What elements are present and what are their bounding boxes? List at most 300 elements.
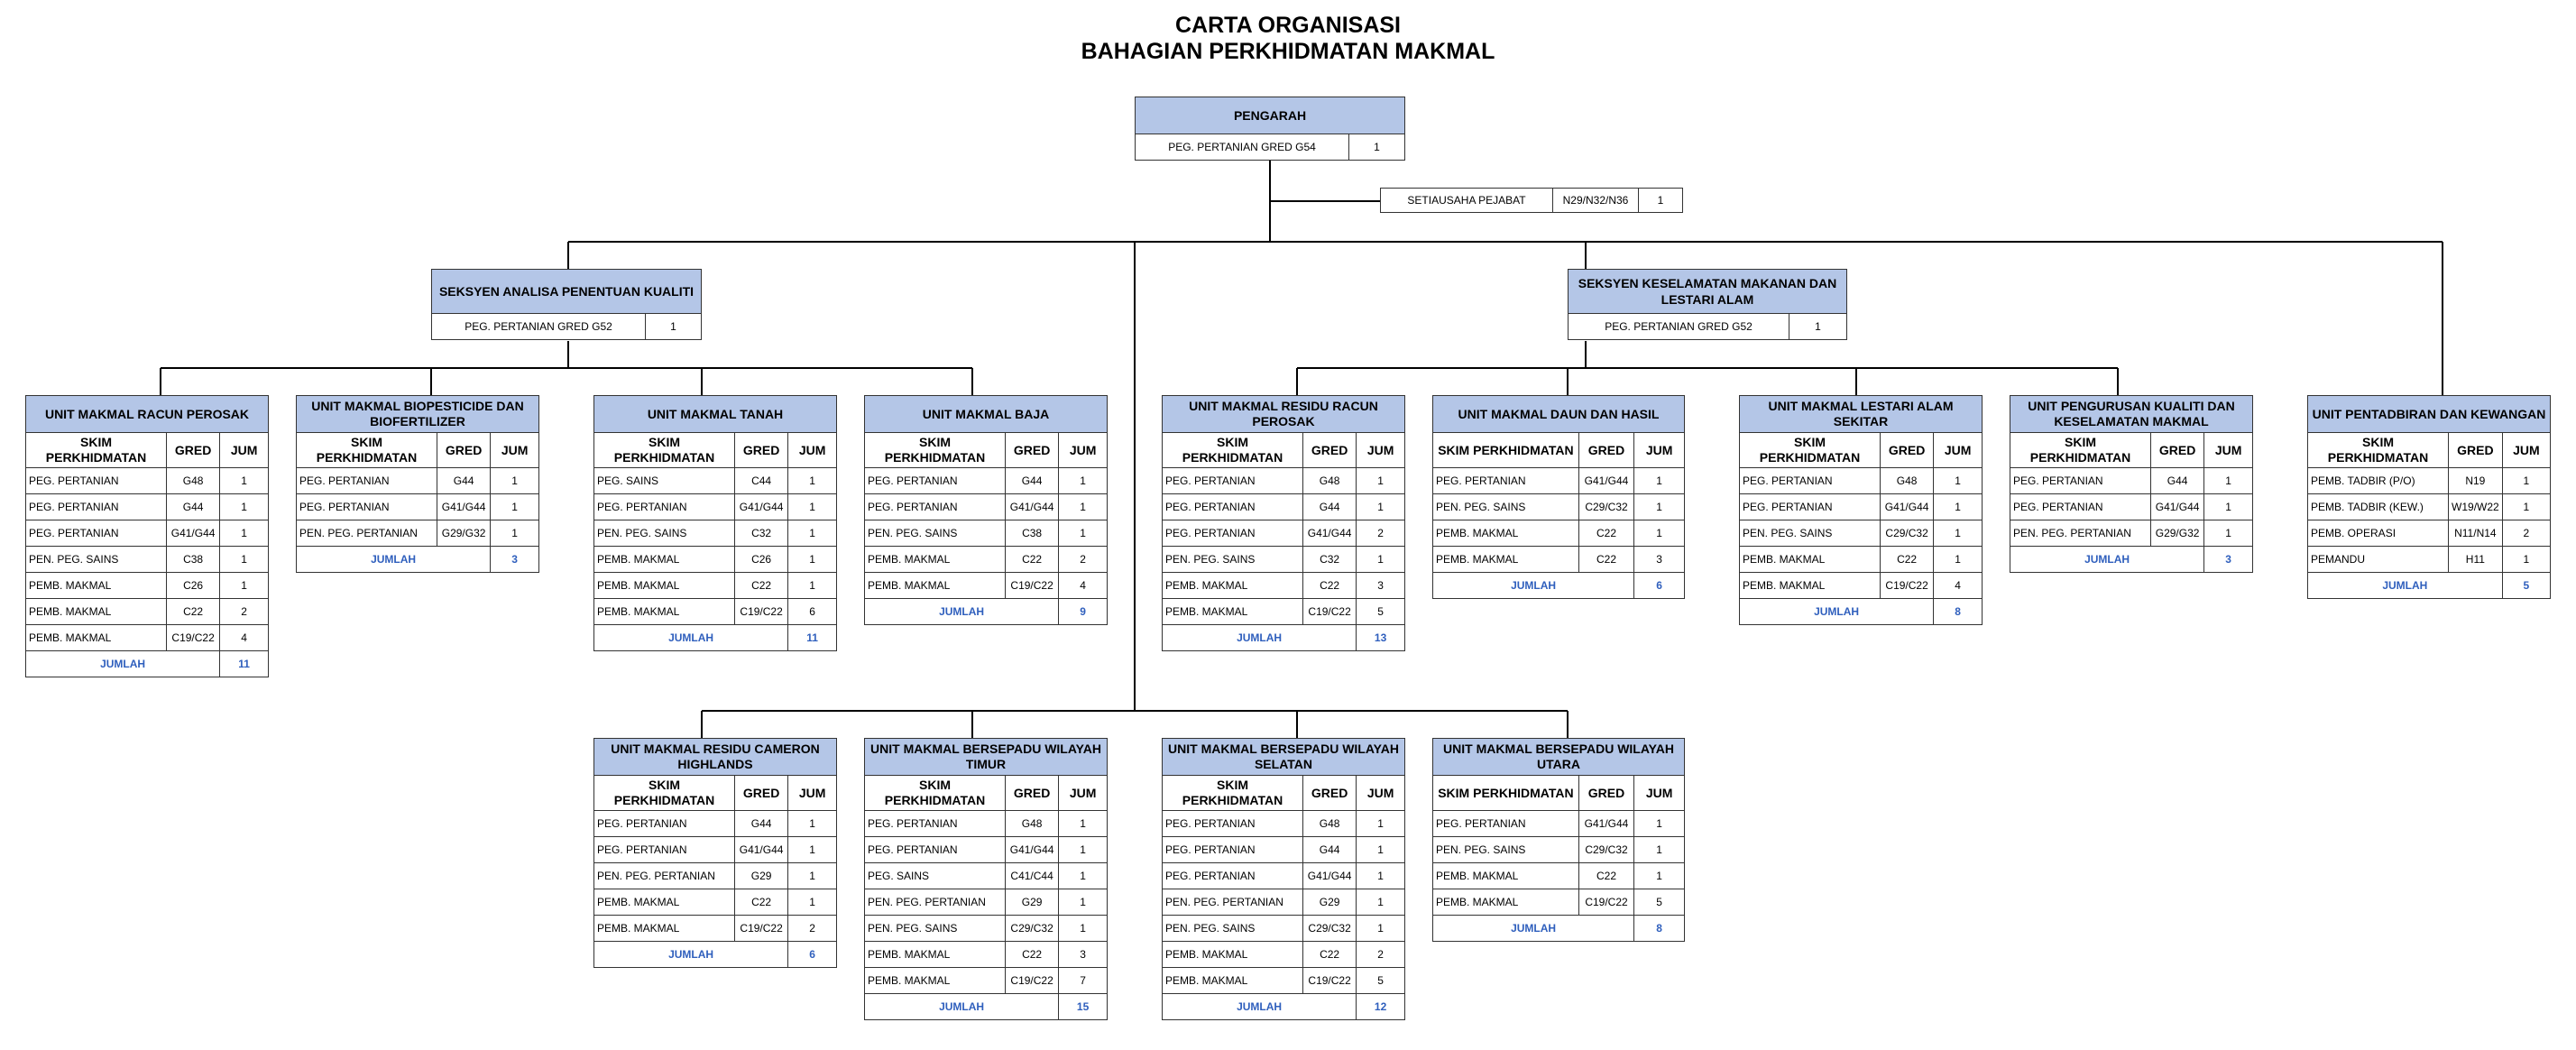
skim-cell: PEG. PERTANIAN [594,811,735,837]
skim-cell: PEMB. MAKMAL [1163,573,1303,599]
seksyen-keselamatan-count: 1 [1789,314,1847,340]
col-header-gred: GRED [1578,433,1633,468]
table-row [1433,520,1685,547]
total-value: 11 [220,651,269,677]
total-value: 13 [1357,625,1405,651]
unit-lestari [1739,395,1983,625]
col-header-jum: JUM [1357,776,1405,811]
col-header-gred: GRED [735,776,788,811]
jum-cell: 5 [1357,968,1405,994]
skim-cell: PEN. PEG. PERTANIAN [865,889,1006,916]
table-row [1163,863,1405,889]
col-header-gred: GRED [2449,433,2503,468]
unit-bersepadu-selatan [1162,738,1405,1020]
gred-cell: G29 [1006,889,1059,916]
gred-cell: G44 [1303,494,1357,520]
col-header-jum: JUM [2204,433,2253,468]
gred-cell: C22 [1578,863,1633,889]
gred-cell: C26 [167,573,220,599]
seksyen-keselamatan-box [1568,269,1847,340]
unit-title: UNIT MAKMAL RESIDU RACUN PEROSAK [1163,396,1405,433]
gred-cell: C19/C22 [167,625,220,651]
jum-cell: 1 [220,468,269,494]
col-header-gred: GRED [1006,433,1059,468]
pengarah-label: PEG. PERTANIAN GRED G54 [1136,134,1349,161]
gred-cell: G41/G44 [735,494,788,520]
unit-residu-cameron [593,738,837,968]
jum-cell: 1 [1357,811,1405,837]
table-row [1163,916,1405,942]
gred-cell: C44 [735,468,788,494]
gred-cell: G41/G44 [1881,494,1934,520]
jum-cell: 1 [1059,889,1108,916]
skim-cell: PEMB. MAKMAL [865,968,1006,994]
unit-title: UNIT MAKMAL RACUN PEROSAK [26,396,269,433]
table-row [865,520,1108,547]
jum-cell: 1 [788,837,837,863]
total-label: JUMLAH [1433,573,1634,599]
gred-cell: C22 [1006,942,1059,968]
table-row [1163,889,1405,916]
total-value: 11 [788,625,837,651]
gred-cell: C22 [735,889,788,916]
table-row [26,625,269,651]
gred-cell: C22 [1006,547,1059,573]
gred-cell: G41/G44 [1578,811,1633,837]
jum-cell: 1 [1634,811,1685,837]
jum-cell: 1 [1059,494,1108,520]
gred-cell: G48 [1303,468,1357,494]
col-header-skim: SKIM PERKHIDMATAN [2308,433,2449,468]
chart-title-line1: CARTA ORGANISASI [1175,13,1401,38]
skim-cell: PEMB. MAKMAL [594,916,735,942]
gred-cell: C22 [1881,547,1934,573]
total-label: JUMLAH [2010,547,2204,573]
total-row [1163,994,1405,1020]
jum-cell: 6 [788,599,837,625]
jum-cell: 1 [1934,520,1983,547]
skim-cell: PEG. PERTANIAN [26,494,167,520]
table-row [1433,468,1685,494]
jum-cell: 1 [788,889,837,916]
seksyen-analisa-label: PEG. PERTANIAN GRED G52 [432,314,646,340]
total-row [297,547,539,573]
skim-cell: PEG. PERTANIAN [297,468,437,494]
jum-cell: 7 [1059,968,1108,994]
gred-cell: N11/N14 [2449,520,2503,547]
table-row [594,863,837,889]
gred-cell: G29/G32 [2151,520,2204,547]
gred-cell: C19/C22 [1303,599,1357,625]
table-row [1163,520,1405,547]
skim-cell: PEG. PERTANIAN [594,494,735,520]
table-row [2010,494,2253,520]
jum-cell: 1 [1934,547,1983,573]
gred-cell: C19/C22 [1303,968,1357,994]
total-value: 6 [788,942,837,968]
skim-cell: PEG. PERTANIAN [1163,863,1303,889]
gred-cell: G41/G44 [1006,837,1059,863]
gred-cell: C32 [1303,547,1357,573]
table-row [1740,494,1983,520]
table-row [1163,942,1405,968]
total-row [1163,625,1405,651]
gred-cell: C22 [1303,942,1357,968]
col-header-skim: SKIM PERKHIDMATAN [1740,433,1881,468]
unit-title: UNIT MAKMAL BAJA [865,396,1108,433]
skim-cell: PEN. PEG. PERTANIAN [297,520,437,547]
gred-cell: G44 [1006,468,1059,494]
table-row [2308,547,2551,573]
gred-cell: C22 [1578,520,1633,547]
unit-title: UNIT MAKMAL BERSEPADU WILAYAH TIMUR [865,739,1108,776]
table-row [1740,547,1983,573]
table-row [594,573,837,599]
chart-title-line2: BAHAGIAN PERKHIDMATAN MAKMAL [1081,39,1495,64]
jum-cell: 1 [491,468,539,494]
table-row [1163,494,1405,520]
jum-cell: 1 [1357,889,1405,916]
unit-bersepadu-utara [1432,738,1685,942]
gred-cell: C22 [1303,573,1357,599]
unit-title: UNIT MAKMAL LESTARI ALAM SEKITAR [1740,396,1983,433]
table-row [1163,547,1405,573]
gred-cell: W19/W22 [2449,494,2503,520]
unit-pengurusan-kualiti [2010,395,2253,573]
jum-cell: 3 [1059,942,1108,968]
gred-cell: G44 [437,468,491,494]
total-label: JUMLAH [865,599,1059,625]
gred-cell: G41/G44 [2151,494,2204,520]
jum-cell: 1 [1357,468,1405,494]
table-row [1433,889,1685,916]
gred-cell: C29/C32 [1578,837,1633,863]
jum-cell: 1 [1357,837,1405,863]
gred-cell: G41/G44 [1303,863,1357,889]
table-row [297,468,539,494]
unit-racun-perosak [25,395,269,677]
jum-cell: 1 [788,520,837,547]
jum-cell: 1 [220,520,269,547]
setiausaha-gred: N29/N32/N36 [1553,189,1639,213]
table-row [2308,494,2551,520]
skim-cell: PEMB. MAKMAL [865,942,1006,968]
col-header-skim: SKIM PERKHIDMATAN [865,433,1006,468]
total-label: JUMLAH [865,994,1059,1020]
gred-cell: G41/G44 [1006,494,1059,520]
skim-cell: PEN. PEG. SAINS [594,520,735,547]
gred-cell: C19/C22 [1881,573,1934,599]
skim-cell: PEN. PEG. SAINS [26,547,167,573]
gred-cell: G48 [167,468,220,494]
col-header-gred: GRED [735,433,788,468]
unit-title: UNIT MAKMAL BERSEPADU WILAYAH SELATAN [1163,739,1405,776]
skim-cell: PEG. PERTANIAN [1163,494,1303,520]
skim-cell: PEG. PERTANIAN [1433,468,1579,494]
skim-cell: PEG. PERTANIAN [1163,837,1303,863]
seksyen-analisa-count: 1 [646,314,702,340]
seksyen-analisa-box [431,269,702,340]
unit-title: UNIT MAKMAL DAUN DAN HASIL [1433,396,1685,433]
gred-cell: G48 [1006,811,1059,837]
table-row [26,599,269,625]
table-row [26,547,269,573]
total-row [2308,573,2551,599]
total-row [594,942,837,968]
table-row [865,916,1108,942]
jum-cell: 1 [491,520,539,547]
col-header-skim: SKIM PERKHIDMATAN [1433,776,1579,811]
total-row [2010,547,2253,573]
col-header-jum: JUM [788,776,837,811]
jum-cell: 1 [1059,863,1108,889]
col-header-skim: SKIM PERKHIDMATAN [594,776,735,811]
total-row [865,994,1108,1020]
jum-cell: 2 [788,916,837,942]
total-label: JUMLAH [594,625,788,651]
unit-title: UNIT MAKMAL TANAH [594,396,837,433]
col-header-jum: JUM [491,433,539,468]
total-label: JUMLAH [1433,916,1634,942]
skim-cell: PEMB. MAKMAL [1163,599,1303,625]
skim-cell: PEMB. MAKMAL [865,547,1006,573]
skim-cell: PEMB. TADBIR (KEW.) [2308,494,2449,520]
unit-biopesticide [296,395,539,573]
gred-cell: C29/C32 [1578,494,1633,520]
unit-daun-hasil [1432,395,1685,599]
pengarah-box [1135,97,1405,161]
jum-cell: 1 [1634,863,1685,889]
col-header-jum: JUM [1059,433,1108,468]
unit-title: UNIT MAKMAL RESIDU CAMERON HIGHLANDS [594,739,837,776]
gred-cell: N19 [2449,468,2503,494]
table-row [865,547,1108,573]
skim-cell: PEMB. MAKMAL [594,889,735,916]
table-row [297,520,539,547]
jum-cell: 1 [220,573,269,599]
skim-cell: PEG. PERTANIAN [2010,468,2151,494]
skim-cell: PEG. PERTANIAN [1433,811,1579,837]
gred-cell: G48 [1303,811,1357,837]
gred-cell: C38 [1006,520,1059,547]
gred-cell: C29/C32 [1303,916,1357,942]
table-row [594,889,837,916]
table-row [865,494,1108,520]
gred-cell: C19/C22 [1006,573,1059,599]
table-row [865,889,1108,916]
table-row [865,968,1108,994]
table-row [865,573,1108,599]
skim-cell: PEG. PERTANIAN [865,468,1006,494]
jum-cell: 1 [1357,547,1405,573]
table-row [26,573,269,599]
total-value: 9 [1059,599,1108,625]
gred-cell: G29 [1303,889,1357,916]
skim-cell: PEG. PERTANIAN [865,811,1006,837]
table-row [865,811,1108,837]
jum-cell: 3 [1357,573,1405,599]
jum-cell: 1 [788,863,837,889]
col-header-skim: SKIM PERKHIDMATAN [2010,433,2151,468]
table-row [2308,520,2551,547]
total-label: JUMLAH [594,942,788,968]
unit-title: UNIT PENGURUSAN KUALITI DAN KESELAMATAN MAKMAL [2010,396,2253,433]
total-value: 6 [1634,573,1685,599]
jum-cell: 1 [220,547,269,573]
table-row [1433,811,1685,837]
gred-cell: H11 [2449,547,2503,573]
gred-cell: G41/G44 [437,494,491,520]
gred-cell: G44 [2151,468,2204,494]
skim-cell: PEG. PERTANIAN [865,494,1006,520]
gred-cell: G41/G44 [735,837,788,863]
jum-cell: 2 [1059,547,1108,573]
table-row [594,837,837,863]
jum-cell: 4 [1934,573,1983,599]
col-header-jum: JUM [220,433,269,468]
setiausaha-count: 1 [1639,189,1683,213]
table-row [1740,468,1983,494]
jum-cell: 1 [1059,468,1108,494]
table-row [2010,468,2253,494]
skim-cell: PEG. PERTANIAN [1163,520,1303,547]
total-row [594,625,837,651]
jum-cell: 1 [1934,494,1983,520]
unit-title: UNIT PENTADBIRAN DAN KEWANGAN [2308,396,2551,433]
total-label: JUMLAH [1740,599,1934,625]
unit-bersepadu-timur [864,738,1108,1020]
total-value: 8 [1934,599,1983,625]
table-row [1433,494,1685,520]
skim-cell: PEG. PERTANIAN [1163,811,1303,837]
gred-cell: C29/C32 [1006,916,1059,942]
jum-cell: 2 [2502,520,2550,547]
skim-cell: PEN. PEG. SAINS [865,520,1006,547]
skim-cell: PEMB. MAKMAL [26,625,167,651]
total-label: JUMLAH [1163,625,1357,651]
total-value: 12 [1357,994,1405,1020]
total-row [1433,573,1685,599]
total-label: JUMLAH [26,651,220,677]
total-value: 3 [2204,547,2253,573]
skim-cell: PEG. PERTANIAN [2010,494,2151,520]
col-header-skim: SKIM PERKHIDMATAN [594,433,735,468]
total-value: 5 [2502,573,2550,599]
gred-cell: C38 [167,547,220,573]
skim-cell: PEMB. MAKMAL [1163,968,1303,994]
jum-cell: 5 [1634,889,1685,916]
skim-cell: PEMB. MAKMAL [26,573,167,599]
jum-cell: 1 [220,494,269,520]
col-header-gred: GRED [1303,433,1357,468]
skim-cell: PEMB. MAKMAL [1740,573,1881,599]
skim-cell: PEG. PERTANIAN [297,494,437,520]
jum-cell: 1 [1059,916,1108,942]
jum-cell: 1 [1357,494,1405,520]
skim-cell: PEN. PEG. SAINS [1433,494,1579,520]
skim-cell: PEMB. MAKMAL [594,573,735,599]
col-header-gred: GRED [167,433,220,468]
jum-cell: 2 [1357,520,1405,547]
col-header-skim: SKIM PERKHIDMATAN [865,776,1006,811]
jum-cell: 1 [1934,468,1983,494]
gred-cell: G44 [735,811,788,837]
skim-cell: PEN. PEG. PERTANIAN [594,863,735,889]
col-header-jum: JUM [1634,776,1685,811]
col-header-gred: GRED [1006,776,1059,811]
table-row [865,468,1108,494]
skim-cell: PEMB. MAKMAL [594,599,735,625]
skim-cell: PEMB. OPERASI [2308,520,2449,547]
col-header-gred: GRED [1578,776,1633,811]
table-row [594,494,837,520]
jum-cell: 1 [2502,547,2550,573]
table-row [594,547,837,573]
unit-title: UNIT MAKMAL BIOPESTICIDE DAN BIOFERTILIZER [297,396,539,433]
col-header-jum: JUM [2502,433,2550,468]
seksyen-analisa-title: SEKSYEN ANALISA PENENTUAN KUALITI [432,270,702,314]
table-row [1163,599,1405,625]
skim-cell: PEMB. MAKMAL [1433,863,1579,889]
jum-cell: 2 [1357,942,1405,968]
total-label: JUMLAH [1163,994,1357,1020]
jum-cell: 1 [1634,520,1685,547]
jum-cell: 1 [788,468,837,494]
col-header-skim: SKIM PERKHIDMATAN [297,433,437,468]
jum-cell: 5 [1357,599,1405,625]
gred-cell: C19/C22 [735,599,788,625]
table-row [1163,811,1405,837]
skim-cell: PEN. PEG. SAINS [1433,837,1579,863]
gred-cell: C41/C44 [1006,863,1059,889]
table-row [26,494,269,520]
skim-cell: PEMB. MAKMAL [865,573,1006,599]
col-header-skim: SKIM PERKHIDMATAN [1163,433,1303,468]
unit-pentadbiran [2307,395,2551,599]
gred-cell: C29/C32 [1881,520,1934,547]
col-header-gred: GRED [437,433,491,468]
skim-cell: PEMB. MAKMAL [594,547,735,573]
total-value: 8 [1634,916,1685,942]
col-header-skim: SKIM PERKHIDMATAN [1433,433,1579,468]
skim-cell: PEMB. MAKMAL [1163,942,1303,968]
gred-cell: C32 [735,520,788,547]
table-row [594,599,837,625]
skim-cell: PEN. PEG. SAINS [1163,547,1303,573]
skim-cell: PEMB. TADBIR (P/O) [2308,468,2449,494]
total-label: JUMLAH [2308,573,2503,599]
total-row [26,651,269,677]
col-header-skim: SKIM PERKHIDMATAN [26,433,167,468]
gred-cell: C22 [1578,547,1633,573]
gred-cell: G44 [1303,837,1357,863]
gred-cell: G29/G32 [437,520,491,547]
skim-cell: PEN. PEG. SAINS [1163,916,1303,942]
jum-cell: 1 [2204,468,2253,494]
table-row [1433,837,1685,863]
jum-cell: 1 [788,573,837,599]
col-header-jum: JUM [1357,433,1405,468]
jum-cell: 1 [788,547,837,573]
jum-cell: 1 [491,494,539,520]
table-row [1163,837,1405,863]
total-row [1433,916,1685,942]
table-row [1433,547,1685,573]
skim-cell: PEG. PERTANIAN [26,520,167,547]
jum-cell: 3 [1634,547,1685,573]
unit-title: UNIT MAKMAL BERSEPADU WILAYAH UTARA [1433,739,1685,776]
col-header-gred: GRED [1303,776,1357,811]
